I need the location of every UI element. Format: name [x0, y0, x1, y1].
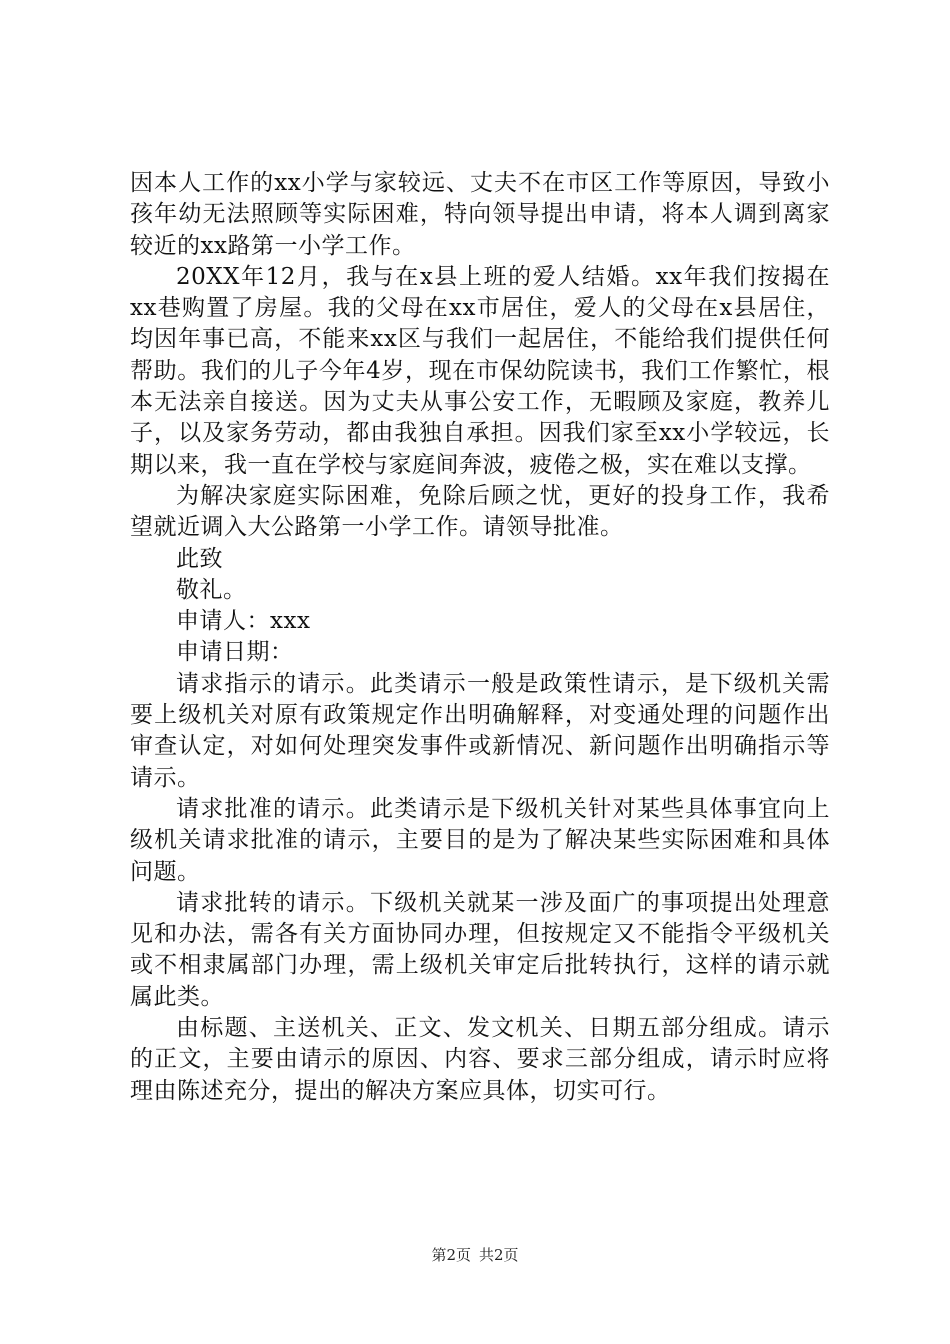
date-line: 申请日期： — [176, 639, 294, 666]
paragraph: 因本人工作的xx小学与家较远、丈夫不在市区工作等原因，导致小孩年幼无法照顾等实际困难，特向领导提出申请，将本人调到离家较近的xx路第一小学工作。 — [130, 170, 830, 259]
paragraph: 请求批转的请示。下级机关就某一涉及面广的事项提出处理意见和办法，需各有关方面协同办理，但按规定又不能指令平级机关或不相隶属部门办理，需上级机关审定后批转执行，这样的请示就属此类。 — [130, 889, 830, 1010]
page-footer — [0, 1244, 950, 1265]
document-body — [130, 168, 830, 1107]
page-total: 共2页 — [479, 1246, 519, 1264]
paragraph: 20XX年12月，我与在x县上班的爱人结婚。xx年我们按揭在xx巷购置了房屋。我的父母在xx市居住，爱人的父母在x县居住，均因年事已高，不能来xx区与我们一起居住，不能给我们提供任何帮助。我们的儿子今年4岁，现在市保幼院读书，我们工作繁忙，根本无法亲自接送。因为丈夫从事公安工作，无暇顾及家庭，教养儿子，以及家务劳动，都由我独自承担。因我们家至xx小学较远，长期以来，我一直在学校与家庭间奔波，疲倦之极，实在难以支撑。 — [130, 263, 830, 478]
paragraph: 由标题、主送机关、正文、发文机关、日期五部分组成。请示的正文，主要由请示的原因、内容、要求三部分组成，请示时应将理由陈述充分，提出的解决方案应具体，切实可行。 — [130, 1015, 830, 1104]
paragraph: 为解决家庭实际困难，免除后顾之忧，更好的投身工作，我希望就近调入大公路第一小学工作。请领导批准。 — [130, 482, 830, 541]
paragraph: 请求批准的请示。此类请示是下级机关针对某些具体事宜向上级机关请求批准的请示，主要目的是为了解决某些实际困难和具体问题。 — [130, 795, 830, 885]
paragraph: 请求指示的请示。此类请示一般是政策性请示，是下级机关需要上级机关对原有政策规定作出明确解释，对变通处理的问题作出审查认定，对如何处理突发事件或新情况、新问题作出明确指示等请示。 — [130, 670, 830, 791]
salutation: 敬礼。 — [176, 576, 247, 603]
applicant-line: 申请人：xxx — [176, 608, 311, 635]
closing-phrase: 此致 — [176, 545, 223, 572]
page-number: 第2页 — [431, 1246, 471, 1264]
